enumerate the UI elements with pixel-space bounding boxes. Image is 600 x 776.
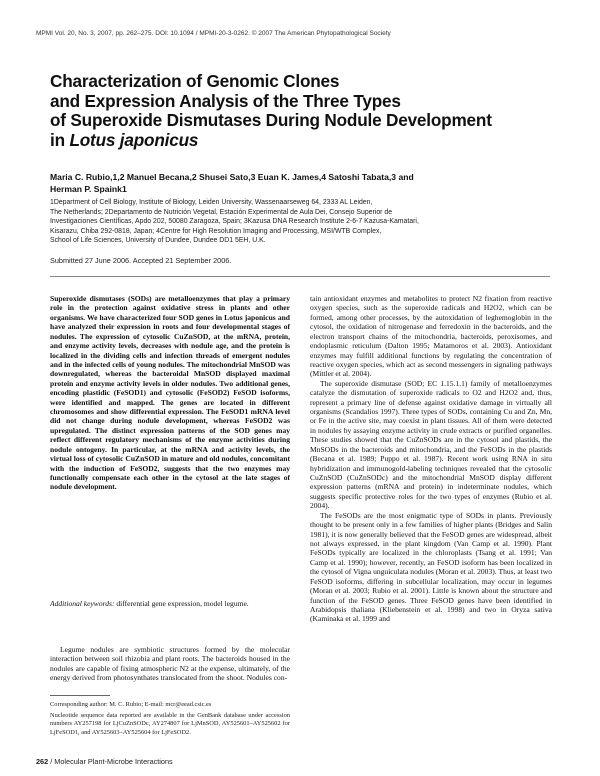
abstract-text: Superoxide dismutases (SODs) are metalloenzymes that play a primary role in the protection against oxidative stress in plants and other organisms. We have characterized four SOD genes in Lotus japonicus and have analyzed their expression in roots and four developmental stages of nodules. The expression of cytosolic CuZnSOD, at the mRNA, protein, and enzyme activity levels, decreases with nodule age, and the protein is localized in the dividing cells and infection threads of emergent nodules and in the infected cells of young nodules. The mitochondrial MnSOD was downregulated, whereas the bacteroidal MnSOD displayed maximal protein and enzyme activity levels in older nodules. Two additional genes, encoding plastidic (FeSOD1) and cytosolic (FeSOD2) FeSOD isoforms, were identified and mapped. The genes are located in different chromosomes and show differential expression. The FeSOD1 mRNA level did not change during nodule development, whereas FeSOD2 was upregulated. The distinct expression patterns of the SOD genes may reflect different regulatory mechanisms of the enzyme activities during nodule ontogeny. In particular, at the mRNA and activity levels, the virtual loss of cytosolic CuZnSOD in mature and old nodules, concomitant with the induction of FeSOD2, suggests that the two enzymes may functionally compensate each other in the cytosol at the late stages of nodule development. (50, 294, 290, 492)
affiliation-line: Kisarazu, Chiba 292-0818, Japan; 4Centre for High Resolution Imaging and Processing, MSI/WTB Complex, (50, 227, 382, 235)
title-prefix: in (50, 129, 70, 150)
author-line-1: Maria C. Rubio,1,2 Manuel Becana,2 Shusei Sato,3 Euan K. James,4 Satoshi Tabata,3 and (50, 172, 414, 182)
body-paragraph: tain antioxidant enzymes and metabolites to protect N2 fixation from reactive oxygen species, such as the superoxide radicals and H2O2, which can be formed, among other processes, by the autoxidation of leghemoglobin in the cytosol, the oxidation of nitrogenase and ferredoxin in the bacteroids, and the electron transport chains of the mitochondria, bacteroids, peroxisomes, and endoplasmic reticulum (Dalton 1995; Matamoros et al. 2003). Antioxidant enzymes may fulfill additional functions by regulating the concentration of reactive oxygen species, which act as second messengers in signaling pathways (Mittler et al. 2004). (310, 294, 552, 379)
article-title (50, 72, 580, 150)
introduction (50, 645, 290, 683)
keywords (50, 599, 290, 608)
abstract (50, 294, 290, 492)
title-species: Lotus japonicus (69, 129, 199, 150)
footnotes (50, 701, 290, 740)
submission-dates: Submitted 27 June 2006. Accepted 21 September 2006. (50, 256, 232, 265)
page-number: 262 (36, 757, 49, 766)
keywords-label: Additional keywords: (50, 599, 115, 608)
affiliations (50, 198, 570, 246)
corresponding-author: Corresponding author: M. C. Rubio; E-mail: mcr@eead.csic.es (50, 701, 212, 708)
header-divider (50, 276, 550, 277)
author-line-2: Herman P. Spaink1 (50, 184, 127, 194)
author-list (50, 171, 570, 195)
affiliation-line: School of Life Sciences, University of Dundee, Dundee DD1 5EH, U.K. (50, 237, 266, 245)
affiliation-line: The Netherlands; 2Departamento de Nutrición Vegetal, Estación Experimental de Aula Dei, Consejo Superior de (50, 208, 393, 216)
keywords-text: differential gene expression, model legume. (114, 599, 249, 608)
right-column (310, 294, 552, 624)
body-paragraph: The superoxide dismutase (SOD; EC 1.15.1.1) family of metalloenzymes catalyze the dismutation of superoxide radicals to O2 and H2O2 and, thus, represent a primary line of defense against oxidative damage in virtually all organisms (Scandalios 1997). Three types of SODs, containing Cu and Zn, Mn, or Fe in the active site, may coexist in plant tissues. All of them were detected in nodules by assaying enzyme activity in crude extracts or purified organelles. These studies showed that the CuZnSODs are in the cytosol and plastids, the MnSODs in the bacteroids and mitochondria, and the FeSODs in the plastids (Becana et al. 1989; Puppo et al. 1987). Recent work using RNA in situ hybridization and immunogold-labeling techniques revealed that the cytosolic CuZnSOD (CuZnSODc) and the mitochondrial MnSOD display different expression patterns (mRNA and protein) in indeterminate nodules, which suggests specific protective roles for the two types of enzymes (Rubio et al. 2004). (310, 378, 552, 511)
intro-paragraph: Legume nodules are symbiotic structures formed by the molecular interaction between soil rhizobia and plant roots. The bacteroids housed in the nodules are capable of fixing atmospheric N2 at the expense, ultimately, of the energy derived from photosynthates translocated from the shoot. Nodules con- (50, 645, 290, 683)
footnote-divider (50, 695, 110, 696)
page-footer (36, 757, 173, 766)
running-header: MPMI Vol. 20, No. 3, 2007, pp. 262–275. DOI: 10.1094 / MPMI-20-3-0262. © 2007 The American Phytopathological Society (36, 30, 391, 37)
affiliation-line: Investigaciones Científicas, Apdo 202, 50080 Zaragoza, Spain; 3Kazusa DNA Research Institute 2-6-7 Kazusa-Kamatari, (50, 218, 419, 226)
title-line-2: and Expression Analysis of the Three Types (50, 90, 401, 111)
title-line-4 (50, 131, 580, 151)
title-line-1: Characterization of Genomic Clones (50, 71, 340, 91)
body-paragraph: The FeSODs are the most enigmatic type of SODs in plants. Previously thought to be present only in a few families of higher plants (Bridges and Salin 1981), it is now generally believed that the FeSOD genes are widespread, albeit not always expressed, in the plant kingdom (Van Camp et al. 1990). Plant FeSODs typically are localized in the chloroplasts (Tsang et al. 1991; Van Camp et al. 1990); however, recently, an FeSOD isoform has been localized in the cytosol of Vigna unguiculata nodules (Moran et al. 2003). Thus, at least two FeSOD isoforms, differing in subcellular localization, may occur in legumes (Moran et al. 2003; Rubio et al. 2001). Little is known about the structure and function of the FeSOD genes. Three FeSOD genes have been identified in Arabidopsis thaliana (Kliebenstein et al. 1998) and two in Oryza sativa (Kaminaka et al. 1999 and (310, 510, 552, 624)
affiliation-line: 1Department of Cell Biology, Institute of Biology, Leiden University, Wassenaarseweg 64, 2333 AL Leiden, (50, 199, 373, 206)
journal-name: / Molecular Plant-Microbe Interactions (48, 757, 173, 766)
title-line-3: of Superoxide Dismutases During Nodule Development (50, 110, 492, 130)
accession-note: Nucleotide sequence data reported are available in the GenBank database under accession numbers AY257198 for LjCuZnSODc, AY274807 for LjMnSOD, AY525601–AY525602 for LjFeSOD1, and AY525603–AY525604 for LjFeSOD2. (50, 712, 290, 736)
